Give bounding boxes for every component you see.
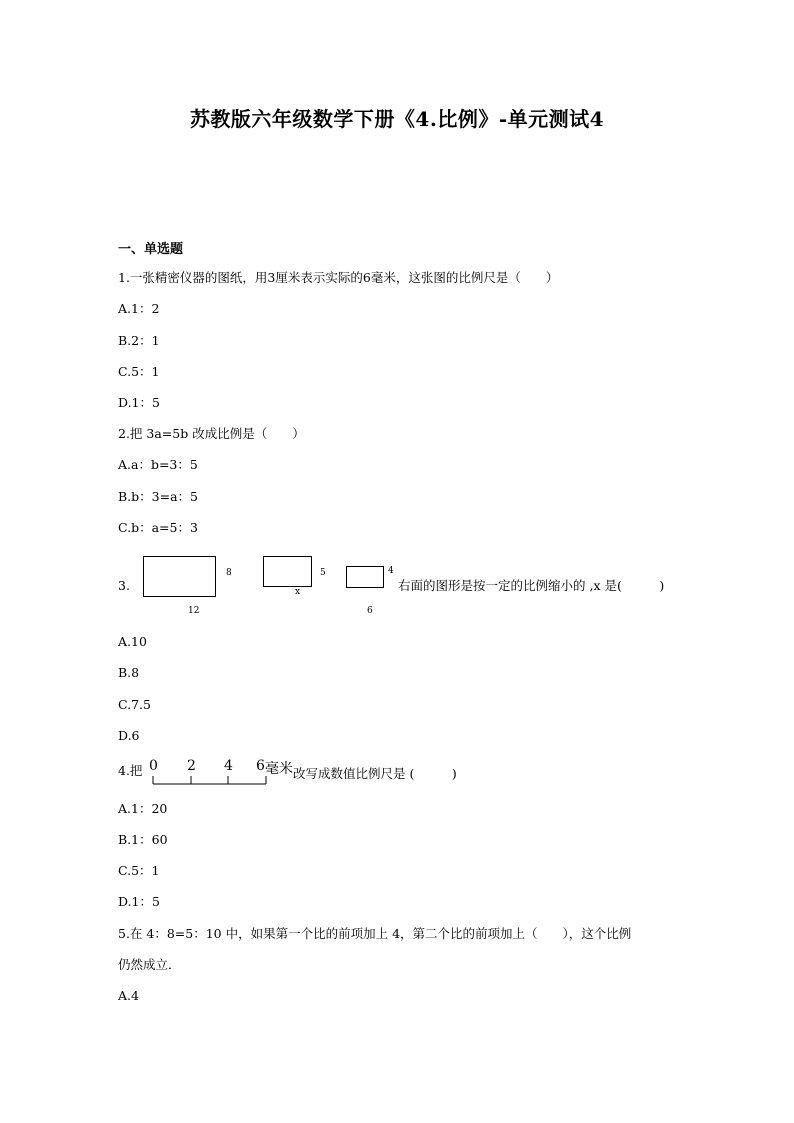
rectangle-medium-bottom-label: x: [295, 587, 301, 597]
question-1-option-d: D.1：5: [118, 395, 160, 410]
ruler-tick-label-0: 0: [149, 758, 158, 774]
scale-ruler: [150, 758, 270, 788]
question-2-option-b: B.b：3=a：5: [118, 489, 198, 504]
question-3-option-c: C.7.5: [118, 697, 151, 712]
question-3-option-d: D.6: [118, 728, 140, 743]
question-5-stem-line-2: 仍然成立．: [118, 957, 181, 972]
rectangle-small-side-label: 4: [388, 566, 394, 576]
question-3-option-b: B.8: [118, 665, 140, 680]
question-2-option-a: A.a：b=3：5: [118, 457, 198, 472]
ruler-tick-label-4: 4: [224, 758, 233, 774]
question-3-number: 3.: [118, 578, 130, 593]
rectangle-large-side-label: 8: [226, 568, 232, 578]
question-2-option-c: C.b：a=5：3: [118, 520, 198, 535]
question-4-option-d: D.1：5: [118, 894, 160, 909]
question-5-option-a: A.4: [118, 988, 139, 1003]
ruler-tick-label-6: 6: [256, 758, 265, 774]
rectangle-medium: [263, 556, 312, 587]
rectangle-small-bottom-label: 6: [367, 606, 373, 616]
question-4-option-c: C.5：1: [118, 863, 160, 878]
question-3-text: 右面的图形是按一定的比例缩小的 ,x 是( ): [398, 578, 665, 593]
question-1-option-b: B.2：1: [118, 333, 160, 348]
question-4-option-b: B.1：60: [118, 832, 168, 847]
question-1-option-a: A.1：2: [118, 301, 160, 316]
question-4-option-a: A.1：20: [118, 801, 168, 816]
ruler-tick-label-2: 2: [187, 758, 196, 774]
page-title: 苏教版六年级数学下册《4.比例》-单元测试4: [189, 107, 605, 131]
question-3-option-a: A.10: [118, 634, 147, 649]
question-4-prefix: 4.把: [118, 763, 143, 778]
question-1-stem: 1.一张精密仪器的图纸，用3厘米表示实际的6毫米，这张图的比例尺是（ ）: [118, 270, 559, 285]
ruler-unit-label: 毫米: [265, 761, 293, 777]
section-heading: 一、单选题: [118, 242, 184, 257]
rectangle-small: [346, 566, 384, 588]
rectangle-large: [143, 556, 216, 597]
rectangle-medium-side-label: 5: [320, 568, 326, 578]
question-5-stem-line-1: 5.在 4：8=5：10 中，如果第一个比的前项加上 4，第二个比的前项加上（ ），这个比例: [118, 926, 632, 941]
rectangle-large-bottom-label: 12: [188, 606, 200, 616]
question-2-stem: 2.把 3a=5b 改成比例是（ ）: [118, 426, 305, 441]
question-1-option-c: C.5：1: [118, 364, 160, 379]
question-4-text: 改写成数值比例尺是 ( ): [293, 766, 457, 781]
